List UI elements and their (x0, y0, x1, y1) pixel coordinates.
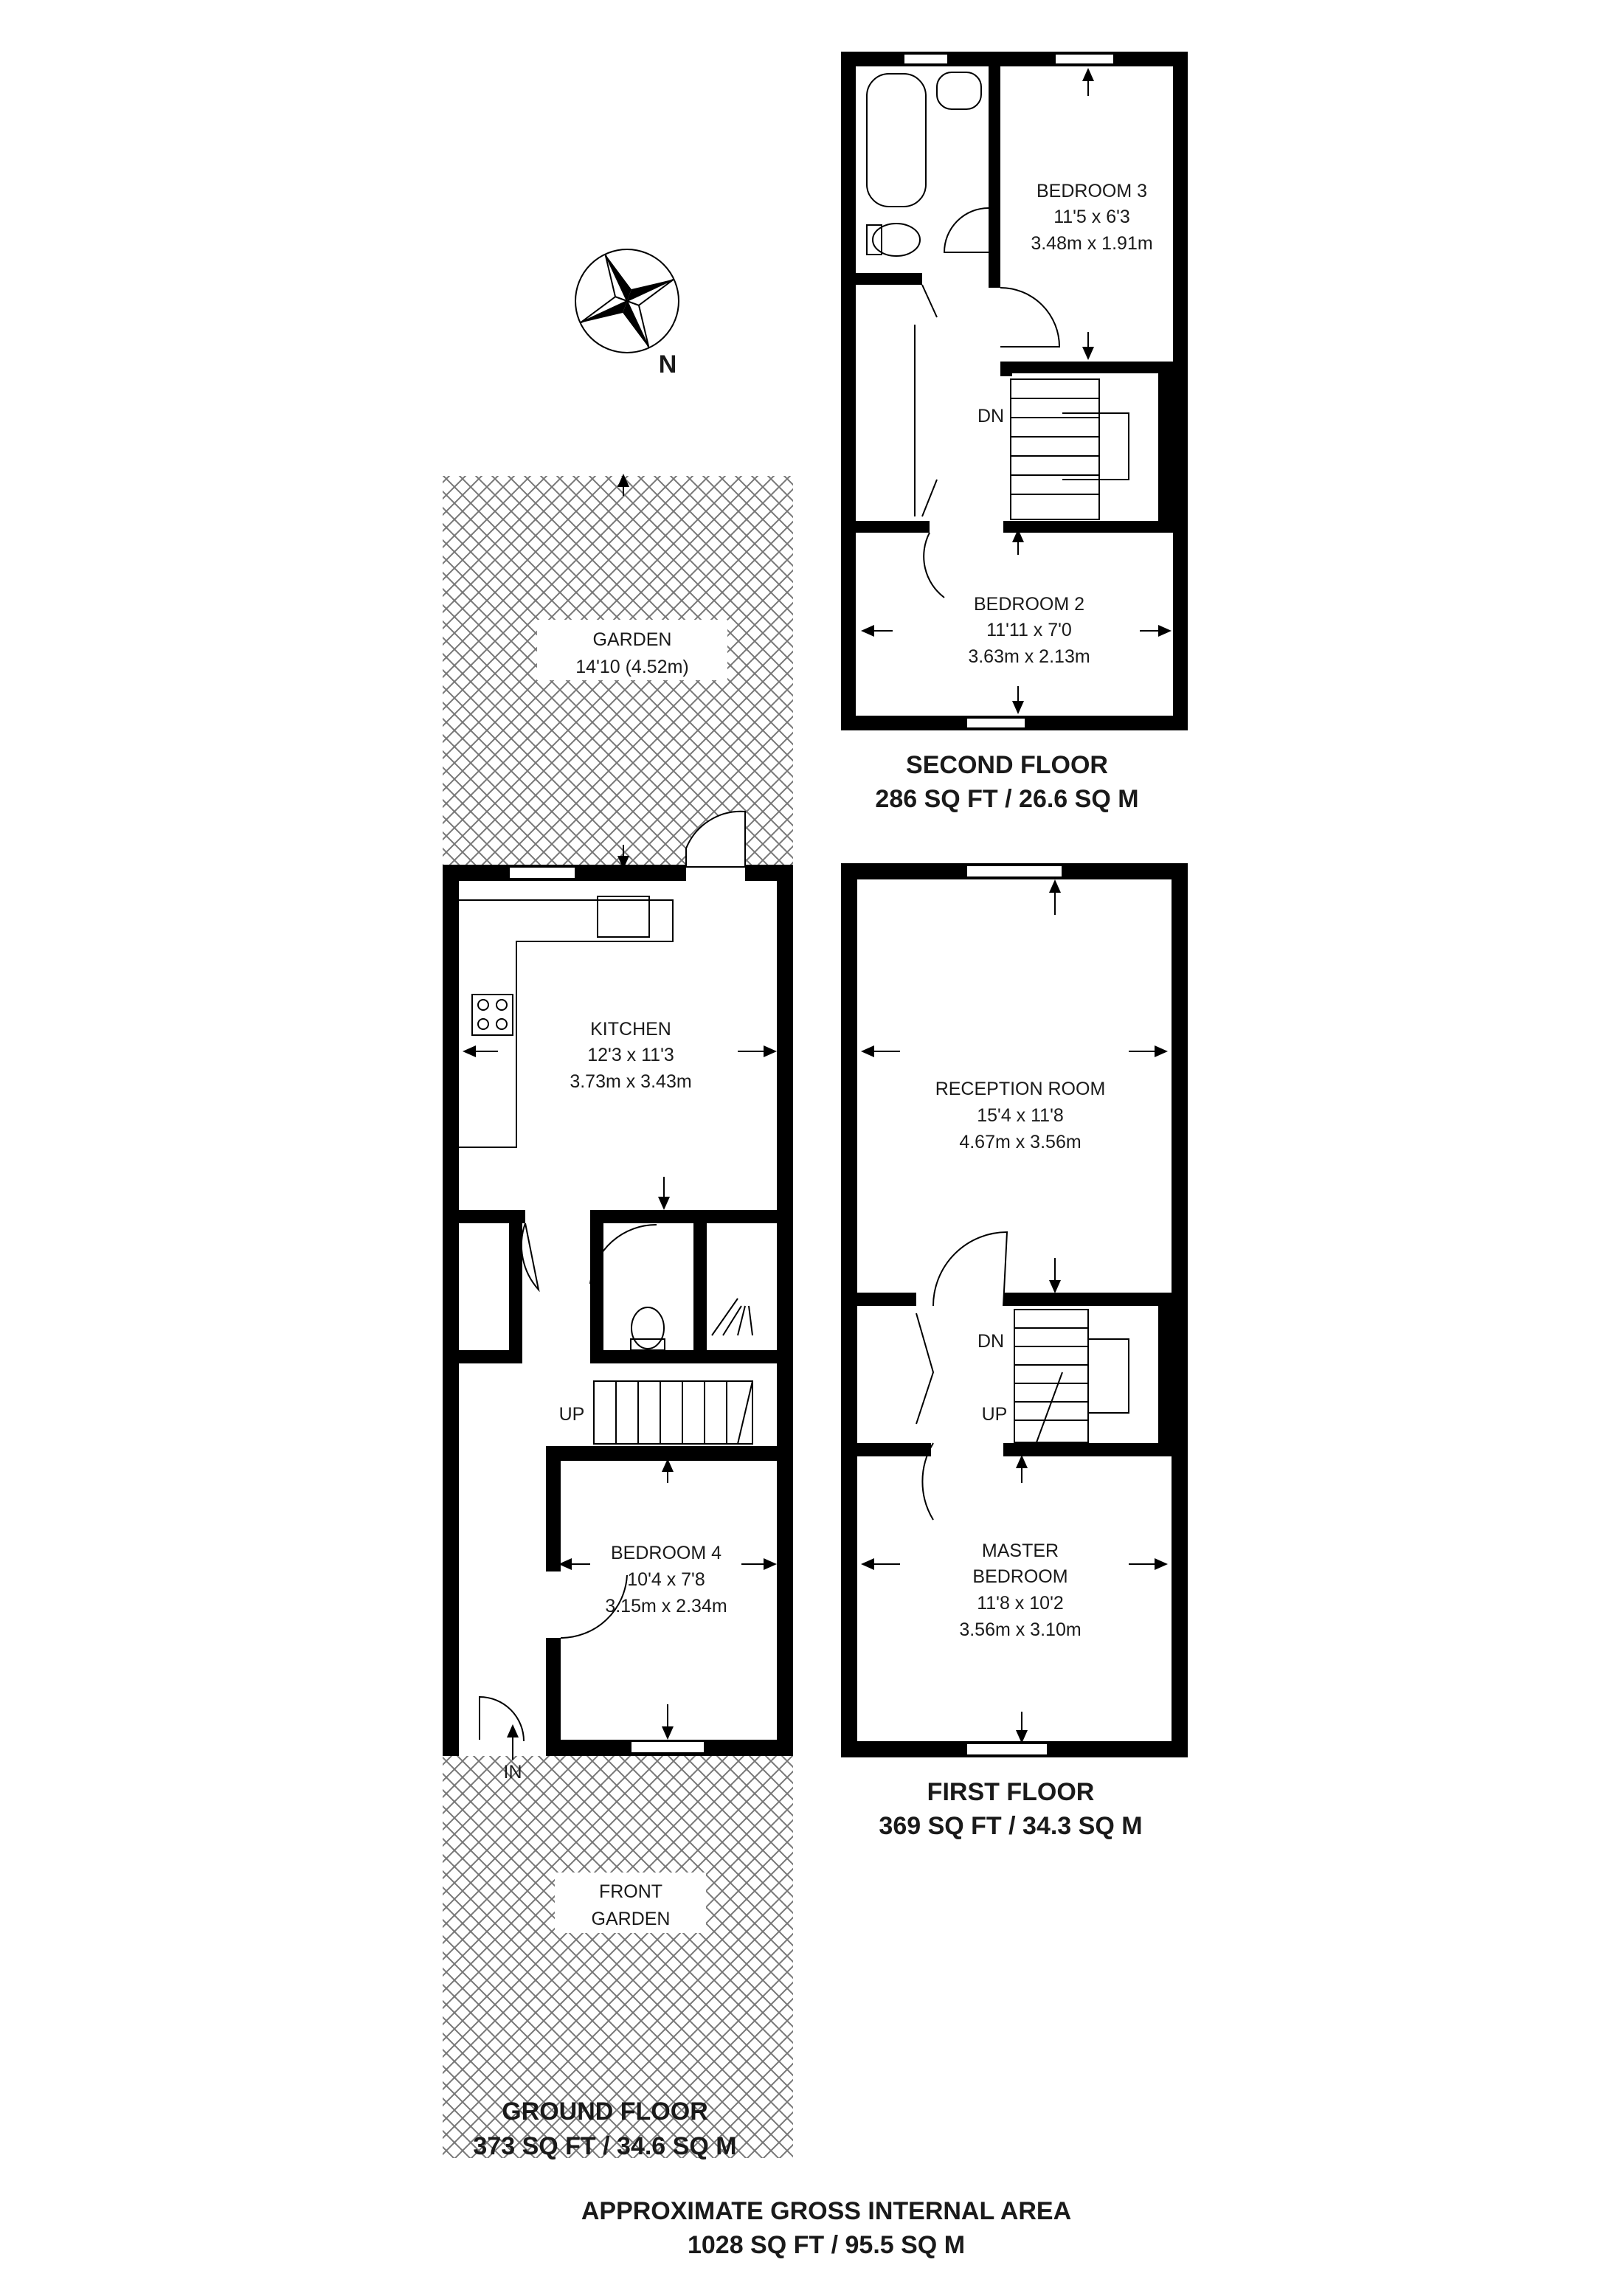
first-floor-stair-up: UP (981, 1404, 1008, 1425)
master-bedroom-name-2: BEDROOM (972, 1566, 1068, 1587)
bedroom-2-imperial: 11'11 x 7'0 (986, 620, 1072, 640)
bedroom-4-metric: 3.15m x 2.34m (605, 1596, 727, 1616)
ground-floor-title: GROUND FLOOR (502, 2098, 708, 2126)
ground-floor-stair-up: UP (558, 1404, 585, 1425)
compass-north-label: N (658, 350, 677, 378)
kitchen-metric: 3.73m x 3.43m (570, 1071, 692, 1092)
bedroom-3-name: BEDROOM 3 (1036, 181, 1148, 201)
entrance-label: IN (503, 1762, 522, 1782)
kitchen-name: KITCHEN (590, 1019, 671, 1040)
garden-name-over: GARDEN (592, 629, 672, 650)
ground-floor-area: 373 SQ FT / 34.6 SQ M (473, 2132, 737, 2160)
total-area-title: APPROXIMATE GROSS INTERNAL AREA (581, 2197, 1072, 2225)
second-floor-title: SECOND FLOOR (906, 751, 1108, 779)
compass-icon (558, 232, 696, 370)
total-area-value: 1028 SQ FT / 95.5 SQ M (687, 2231, 966, 2259)
first-floor-stair-dn: DN (977, 1331, 1005, 1352)
reception-room-imperial: 15'4 x 11'8 (977, 1105, 1064, 1126)
kitchen-imperial: 12'3 x 11'3 (587, 1045, 674, 1065)
second-floor-stair-dn: DN (977, 406, 1005, 426)
bedroom-2-name: BEDROOM 2 (973, 594, 1085, 615)
master-bedroom-name-1: MASTER (981, 1541, 1059, 1561)
second-floor-area: 286 SQ FT / 26.6 SQ M (875, 785, 1139, 813)
reception-room-metric: 4.67m x 3.56m (959, 1132, 1082, 1152)
front-garden-name-2: GARDEN (591, 1909, 671, 1929)
master-bedroom-metric: 3.56m x 3.10m (959, 1619, 1082, 1640)
master-bedroom-imperial: 11'8 x 10'2 (977, 1593, 1064, 1614)
first-floor-title: FIRST FLOOR (927, 1778, 1095, 1806)
bedroom-3-imperial: 11'5 x 6'3 (1053, 207, 1130, 227)
bedroom-4-name: BEDROOM 4 (610, 1543, 722, 1563)
bedroom-4-imperial: 10'4 x 7'8 (627, 1569, 705, 1590)
bedroom-3-metric: 3.48m x 1.91m (1031, 233, 1153, 254)
garden-size-over: 14'10 (4.52m) (575, 657, 689, 677)
reception-room-name: RECEPTION ROOM (935, 1079, 1106, 1099)
front-garden-name-1: FRONT (598, 1881, 663, 1902)
bedroom-2-metric: 3.63m x 2.13m (968, 646, 1090, 667)
first-floor-area: 369 SQ FT / 34.3 SQ M (879, 1812, 1143, 1840)
